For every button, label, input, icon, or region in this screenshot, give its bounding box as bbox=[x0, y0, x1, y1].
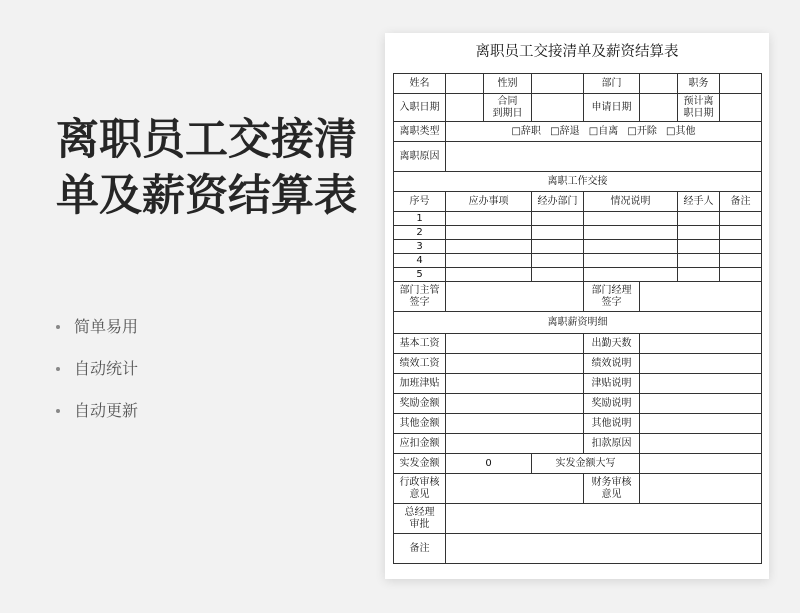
leave-type-option[interactable]: □开除 bbox=[627, 125, 657, 137]
bullet-dot-icon bbox=[56, 409, 60, 413]
apply-date-label: 申请日期 bbox=[584, 94, 640, 122]
table-cell[interactable] bbox=[720, 254, 762, 268]
leave-type-label: 离职类型 bbox=[394, 122, 446, 142]
feature-label: 自动更新 bbox=[74, 401, 139, 420]
feature-label: 简单易用 bbox=[74, 317, 139, 336]
finance-review-cell[interactable] bbox=[640, 474, 762, 504]
admin-review-cell[interactable] bbox=[446, 474, 584, 504]
name-label: 姓名 bbox=[394, 74, 446, 94]
salary-label: 绩效工资 bbox=[394, 354, 446, 374]
actual-pay-value[interactable]: 0 bbox=[446, 454, 532, 474]
handover-section-title: 离职工作交接 bbox=[394, 172, 762, 192]
leave-reason-cell[interactable] bbox=[446, 142, 762, 172]
table-row bbox=[394, 172, 762, 192]
admin-review-label: 行政审核 意见 bbox=[394, 474, 446, 504]
table-cell[interactable] bbox=[720, 268, 762, 282]
table-cell[interactable] bbox=[720, 212, 762, 226]
salary-note-label: 奖励说明 bbox=[584, 394, 640, 414]
table-row bbox=[394, 374, 762, 394]
salary-label: 应扣金额 bbox=[394, 434, 446, 454]
table-cell[interactable] bbox=[720, 226, 762, 240]
position-label: 职务 bbox=[678, 74, 720, 94]
table-row bbox=[394, 254, 762, 268]
table-cell[interactable] bbox=[584, 226, 678, 240]
salary-label: 加班津贴 bbox=[394, 374, 446, 394]
table-cell[interactable] bbox=[532, 240, 584, 254]
table-row bbox=[394, 122, 762, 142]
table-cell[interactable] bbox=[446, 226, 532, 240]
headline-line-1: 离职员工交接清 bbox=[56, 115, 357, 165]
manager-sign-cell[interactable] bbox=[640, 282, 762, 312]
salary-note-cell[interactable] bbox=[640, 394, 762, 414]
handover-form-table bbox=[393, 73, 762, 564]
table-cell[interactable] bbox=[532, 268, 584, 282]
table-cell[interactable] bbox=[678, 226, 720, 240]
table-cell[interactable] bbox=[584, 268, 678, 282]
column-header: 备注 bbox=[720, 192, 762, 212]
gm-approval-label: 总经理 审批 bbox=[394, 504, 446, 534]
salary-note-cell[interactable] bbox=[640, 414, 762, 434]
table-row bbox=[394, 142, 762, 172]
table-row bbox=[394, 504, 762, 534]
table-cell[interactable] bbox=[678, 212, 720, 226]
feature-item bbox=[56, 390, 138, 432]
dept-label: 部门 bbox=[584, 74, 640, 94]
salary-note-label: 出勤天数 bbox=[584, 334, 640, 354]
salary-note-cell[interactable] bbox=[640, 334, 762, 354]
hire-date-label: 入职日期 bbox=[394, 94, 446, 122]
salary-value-cell[interactable] bbox=[446, 394, 584, 414]
table-row bbox=[394, 434, 762, 454]
position-cell[interactable] bbox=[720, 74, 762, 94]
table-row bbox=[394, 334, 762, 354]
remark-label: 备注 bbox=[394, 534, 446, 564]
feature-item bbox=[56, 348, 138, 390]
table-row bbox=[394, 282, 762, 312]
column-header: 经办部门 bbox=[532, 192, 584, 212]
table-row bbox=[394, 240, 762, 254]
contract-end-cell[interactable] bbox=[532, 94, 584, 122]
gender-cell[interactable] bbox=[532, 74, 584, 94]
table-row bbox=[394, 534, 762, 564]
salary-label: 其他金额 bbox=[394, 414, 446, 434]
table-cell[interactable] bbox=[532, 212, 584, 226]
salary-value-cell[interactable] bbox=[446, 374, 584, 394]
table-row bbox=[394, 354, 762, 374]
salary-section-title: 离职薪资明细 bbox=[394, 312, 762, 334]
table-cell[interactable] bbox=[584, 240, 678, 254]
remark-cell[interactable] bbox=[446, 534, 762, 564]
table-row bbox=[394, 268, 762, 282]
leave-type-option[interactable]: □辞退 bbox=[550, 125, 580, 137]
salary-note-label: 其他说明 bbox=[584, 414, 640, 434]
manager-sign-label: 部门经理 签字 bbox=[584, 282, 640, 312]
salary-label: 奖励金额 bbox=[394, 394, 446, 414]
salary-note-label: 绩效说明 bbox=[584, 354, 640, 374]
row-number: 5 bbox=[394, 268, 446, 282]
leave-type-option[interactable]: □辞职 bbox=[511, 125, 541, 137]
leave-type-option[interactable]: □其他 bbox=[666, 125, 696, 137]
row-number: 3 bbox=[394, 240, 446, 254]
row-number: 1 bbox=[394, 212, 446, 226]
table-row bbox=[394, 74, 762, 94]
table-cell[interactable] bbox=[532, 226, 584, 240]
sheet-title: 离职员工交接清单及薪资结算表 bbox=[475, 44, 679, 60]
salary-note-cell[interactable] bbox=[640, 354, 762, 374]
salary-value-cell[interactable] bbox=[446, 334, 584, 354]
column-header: 序号 bbox=[394, 192, 446, 212]
bullet-dot-icon bbox=[56, 367, 60, 371]
table-cell[interactable] bbox=[446, 268, 532, 282]
table-cell[interactable] bbox=[678, 254, 720, 268]
column-header: 应办事项 bbox=[446, 192, 532, 212]
supervisor-sign-cell[interactable] bbox=[446, 282, 584, 312]
table-row bbox=[394, 414, 762, 434]
expected-leave-label: 预计离 职日期 bbox=[678, 94, 720, 122]
leave-reason-label: 离职原因 bbox=[394, 142, 446, 172]
salary-value-cell[interactable] bbox=[446, 414, 584, 434]
name-cell[interactable] bbox=[446, 74, 484, 94]
salary-label: 基本工资 bbox=[394, 334, 446, 354]
finance-review-label: 财务审核 意见 bbox=[584, 474, 640, 504]
headline bbox=[56, 112, 357, 224]
salary-note-cell[interactable] bbox=[640, 434, 762, 454]
table-header-row bbox=[394, 192, 762, 212]
contract-end-label: 合同 到期日 bbox=[484, 94, 532, 122]
table-row bbox=[394, 226, 762, 240]
salary-note-label: 扣款原因 bbox=[584, 434, 640, 454]
salary-note-cell[interactable] bbox=[640, 374, 762, 394]
row-number: 2 bbox=[394, 226, 446, 240]
table-cell[interactable] bbox=[678, 268, 720, 282]
expected-leave-cell[interactable] bbox=[720, 94, 762, 122]
supervisor-sign-label: 部门主管 签字 bbox=[394, 282, 446, 312]
table-cell[interactable] bbox=[446, 240, 532, 254]
column-header: 情况说明 bbox=[584, 192, 678, 212]
table-row bbox=[394, 312, 762, 334]
feature-item bbox=[56, 306, 138, 348]
actual-pay-upper-cell[interactable] bbox=[640, 454, 762, 474]
table-cell[interactable] bbox=[532, 254, 584, 268]
feature-list bbox=[56, 306, 138, 432]
gm-approval-cell[interactable] bbox=[446, 504, 762, 534]
table-cell[interactable] bbox=[720, 240, 762, 254]
row-number: 4 bbox=[394, 254, 446, 268]
table-cell[interactable] bbox=[446, 212, 532, 226]
table-row bbox=[394, 474, 762, 504]
table-row bbox=[394, 94, 762, 122]
table-cell[interactable] bbox=[678, 240, 720, 254]
apply-date-cell[interactable] bbox=[640, 94, 678, 122]
salary-note-label: 津贴说明 bbox=[584, 374, 640, 394]
actual-pay-label: 实发金额 bbox=[394, 454, 446, 474]
leave-type-option[interactable]: □自离 bbox=[588, 125, 619, 137]
table-row bbox=[394, 394, 762, 414]
table-row bbox=[394, 212, 762, 226]
bullet-dot-icon bbox=[56, 325, 60, 329]
table-cell[interactable] bbox=[584, 212, 678, 226]
table-cell[interactable] bbox=[446, 254, 532, 268]
leave-type-options bbox=[446, 122, 762, 142]
headline-line-2: 单及薪资结算表 bbox=[56, 171, 357, 221]
table-row bbox=[394, 454, 762, 474]
feature-label: 自动统计 bbox=[74, 359, 139, 378]
gender-label: 性别 bbox=[484, 74, 532, 94]
actual-pay-upper-label: 实发金额大写 bbox=[532, 454, 640, 474]
salary-value-cell[interactable] bbox=[446, 354, 584, 374]
column-header: 经手人 bbox=[678, 192, 720, 212]
table-cell[interactable] bbox=[584, 254, 678, 268]
hire-date-cell[interactable] bbox=[446, 94, 484, 122]
salary-value-cell[interactable] bbox=[446, 434, 584, 454]
dept-cell[interactable] bbox=[640, 74, 678, 94]
form-sheet bbox=[385, 33, 769, 579]
